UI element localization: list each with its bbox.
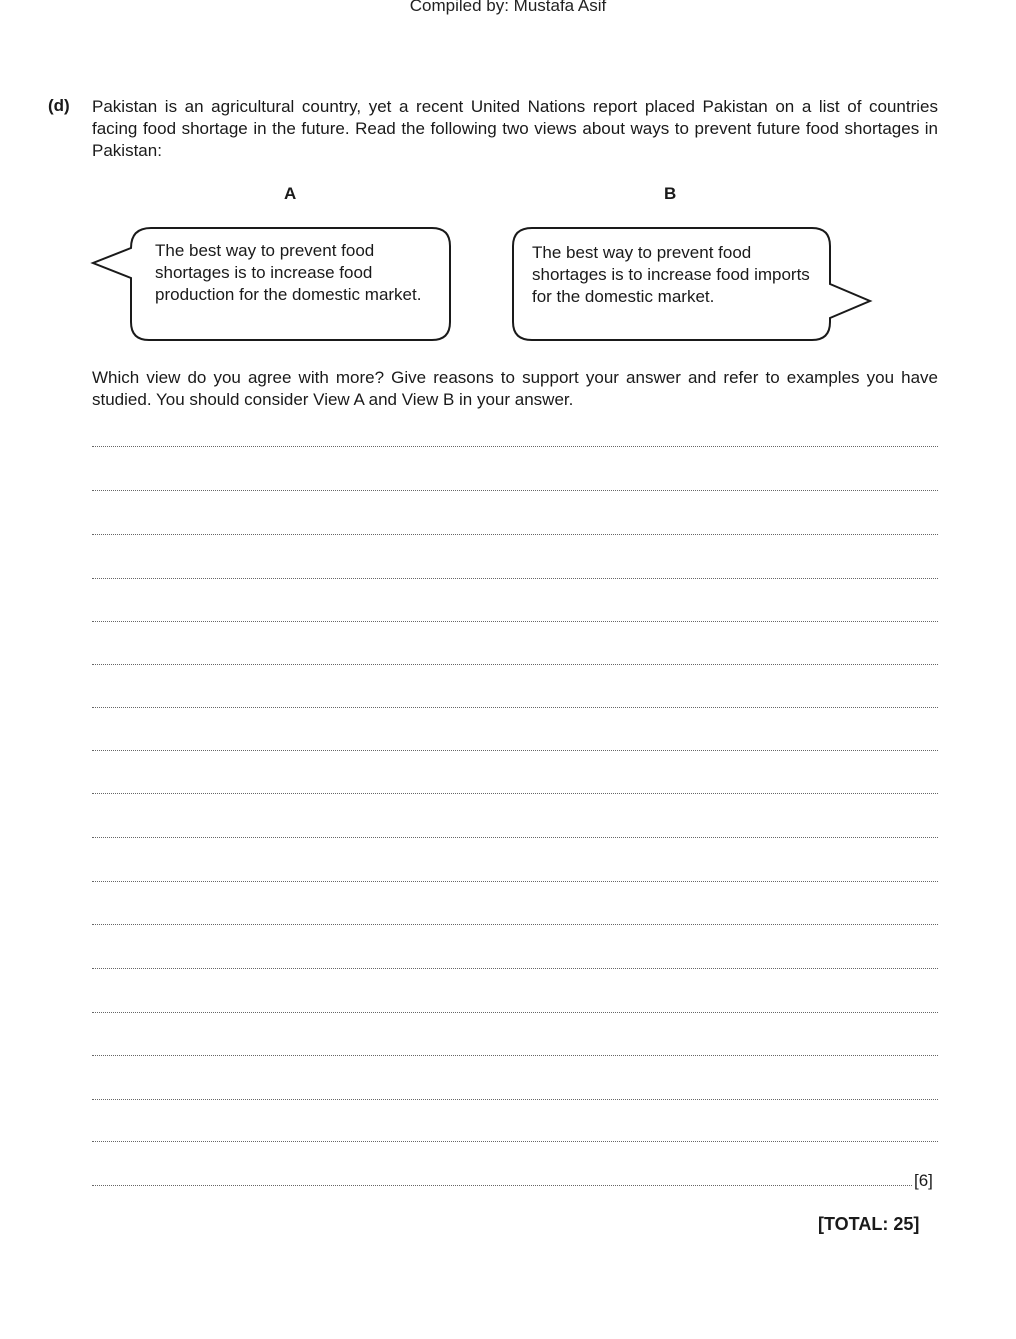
answer-line[interactable] — [92, 1099, 938, 1100]
view-b-text: The best way to prevent food shortages is to increase food imports for the domestic market. — [532, 243, 810, 306]
view-a-label: A — [284, 184, 297, 203]
answer-line[interactable] — [92, 534, 938, 535]
question-label: (d) — [48, 96, 70, 115]
answer-line[interactable] — [92, 578, 938, 579]
view-b-label: B — [664, 184, 677, 203]
marks-allocation: [6] — [914, 1171, 933, 1190]
answer-line[interactable] — [92, 707, 938, 708]
answer-line[interactable] — [92, 664, 938, 665]
compiled-by-header: Compiled by: Mustafa Asif — [409, 0, 607, 15]
answer-line[interactable] — [92, 1055, 938, 1056]
answer-line[interactable] — [92, 446, 938, 447]
speech-bubbles — [0, 0, 1016, 360]
question-intro: Pakistan is an agricultural country, yet a recent United Nations report placed Pakistan on a list of countries facing food shortage in the future. Read the following two views about ways to prevent future food shortages in Pakistan: — [92, 97, 938, 160]
answer-line[interactable] — [92, 750, 938, 751]
answer-line[interactable] — [92, 924, 938, 925]
answer-line[interactable] — [92, 1141, 938, 1142]
answer-line[interactable] — [92, 837, 938, 838]
question-prompt: Which view do you agree with more? Give reasons to support your answer and refer to examples you have studied. You should consider View A and View B in your answer. — [92, 368, 938, 409]
answer-line[interactable] — [92, 881, 938, 882]
view-a-text: The best way to prevent food shortages is to increase food production for the domestic market. — [155, 241, 422, 304]
answer-line[interactable] — [92, 621, 938, 622]
answer-line[interactable] — [92, 1012, 938, 1013]
answer-line[interactable] — [92, 968, 938, 969]
answer-line[interactable] — [92, 490, 938, 491]
answer-line[interactable] — [92, 1185, 912, 1186]
answer-line[interactable] — [92, 793, 938, 794]
total-marks: [TOTAL: 25] — [818, 1214, 920, 1234]
